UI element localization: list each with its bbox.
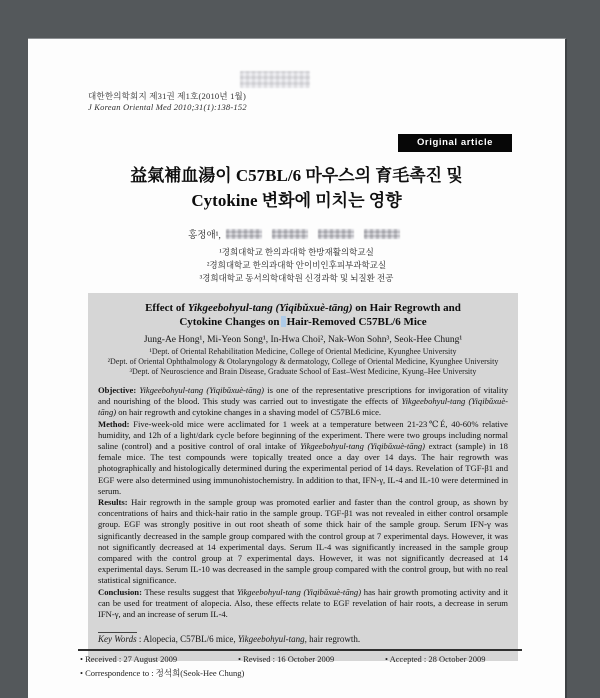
abstract-box — [88, 293, 518, 661]
affiliation-kr-3: ³경희대학교 동서의학대학원 신경과학 및 뇌질환 전공 — [199, 273, 394, 283]
text-highlight-mark — [281, 316, 286, 327]
english-authors: Jung-Ae Hong¹, Mi-Yeon Song¹, In-Hwa Choi², Nak-Won Sohn³, Seok-Hee Chung¹ — [143, 335, 463, 345]
affiliation-kr-2: ²경희대학교 한의과대학 안이비인후피부과학교실 — [206, 260, 387, 270]
paper-title-korean-line1: 益氣補血湯이 C57BL/6 마우스의 育毛촉진 및 — [130, 166, 463, 185]
keywords-label: Key Words — [98, 634, 137, 645]
redacted-author — [272, 229, 308, 239]
affiliation-en-2: ²Dept. of Oriental Ophthalmology & Otolaryngology & dermatology, College of Oriental Medicine, Kyunghee University — [107, 357, 499, 366]
affiliation-en-3: ³Dept. of Neuroscience and Brain Disease, Graduate School of East–West Medicine, Kyung–Hee University — [129, 367, 477, 376]
abstract-results: Results: Hair regrowth in the sample group was promoted earlier and faster than the control group, as shown by concentrations of hairs and thick-hair ratio in the sample group. TGF-β1 was not revealed in either control orsample group. EGF was strongly positive in out root sheath of some thick hair of the sample group. Serum IFN-γ was significantly decreased in the sample group compared with the control group at 7 experimental days. However, it was not significantly decreased at 14 experimental days. Serum IL-4 was significantly increased in the sample group compared with the control group at 7 experimental days. However, it was not significantly decreased at 14 experimental days. Serum IL-10 was decreased in the sample group compared with the control group, but with no real statistical significance. — [98, 497, 508, 586]
affiliation-en-1: ¹Dept. of Oriental Rehabilitation Medicine, College of Oriental Medicine, Kyunghee University — [149, 347, 457, 356]
header-redaction-patch — [240, 71, 310, 88]
abstract-conclusion: Conclusion: These results suggest that Yikgeebohyul-tang (Yiqibǔxuè-tāng) has hair growth promoting activity and it can be used for treatment of alopecia. Also, these effects relate to EGF revelation of hair roots, a decrease in serum IFN-γ, and an increase of serum IL-4. — [98, 586, 508, 620]
footer-divider — [78, 649, 522, 651]
journal-citation-line: J Korean Oriental Med 2010;31(1):138-152 — [88, 102, 247, 112]
paper-title-korean — [28, 163, 565, 213]
abstract-text — [98, 385, 508, 620]
redacted-author — [364, 229, 400, 239]
keywords-text: Alopecia, C57BL/6 mice, Yikgeebohyul-tang, hair regrowth. — [143, 634, 361, 645]
english-affiliations — [98, 347, 508, 377]
correspondence-line: • Correspondence to : 정석희(Seok-Hee Chung) — [80, 668, 245, 678]
keywords-line — [98, 634, 508, 644]
journal-header — [88, 91, 247, 113]
paper-title-korean-line2: Cytokine 변화에 미치는 영향 — [191, 191, 402, 210]
abstract-method: Method: Five-week-old mice were acclimated for 1 week at a temperature between 21-23℃É, 40-60% relative humidity, and 12h of a light/dark cycle before beginning of the experiment. There were two groups including normal saline (control) and a positive control of oral intake of Yikgeebohyul-tang (Yiqibǔxuè-tāng) extract (sample) in 18 female mice. The test compounds were topically treated once a day over 14 days. The hair regrowth was photographically and histologically determined during the experimental period of 14 days. Revelation of TGF-β1 and EGF were also determined using immunohistochemistry. In addition to that, IFN-γ, IL-4 and IL-10 were determined in serum. — [98, 418, 508, 496]
english-title — [98, 302, 508, 329]
affiliation-kr-1: ¹경희대학교 한의과대학 한방재활의학교실 — [219, 247, 374, 257]
first-author-korean: 홍정애¹, — [188, 231, 221, 241]
abstract-objective: Objective: Yikgeebohyul-tang (Yiqibǔxuè-tāng) is one of the representative prescriptions for invigoration of vitality and nourishing of the blood. This study was carried out to investigate the effects of Yikgeebohyul-tang (Yiqibǔxuè-tāng) on hair regrowth and cytokine changes in a shaving model of C57BL6 mice. — [98, 385, 509, 418]
keywords-separator: : — [136, 634, 144, 645]
affiliations-korean — [28, 246, 565, 285]
english-title-line2: Cytokine Changes on Hair-Removed C57BL/6 Mice — [179, 315, 427, 328]
english-title-line1: Effect of Yikgeebohyul-tang (Yiqibǔxuè-tāng) on Hair Regrowth and — [145, 302, 461, 314]
accepted-date: • Accepted : 28 October 2009 — [385, 654, 486, 664]
revised-date: • Revised : 16 October 2009 — [238, 654, 335, 664]
footer-dates — [78, 654, 538, 666]
journal-issue-line: 대한한의학회지 제31권 제1호(2010년 1월) — [88, 91, 246, 101]
redacted-author — [226, 229, 262, 239]
redacted-author — [318, 229, 354, 239]
received-date: • Received : 27 August 2009 — [80, 654, 178, 664]
author-line-korean — [28, 227, 565, 241]
original-article-badge: Original article — [398, 134, 512, 152]
paper-page — [28, 38, 567, 698]
